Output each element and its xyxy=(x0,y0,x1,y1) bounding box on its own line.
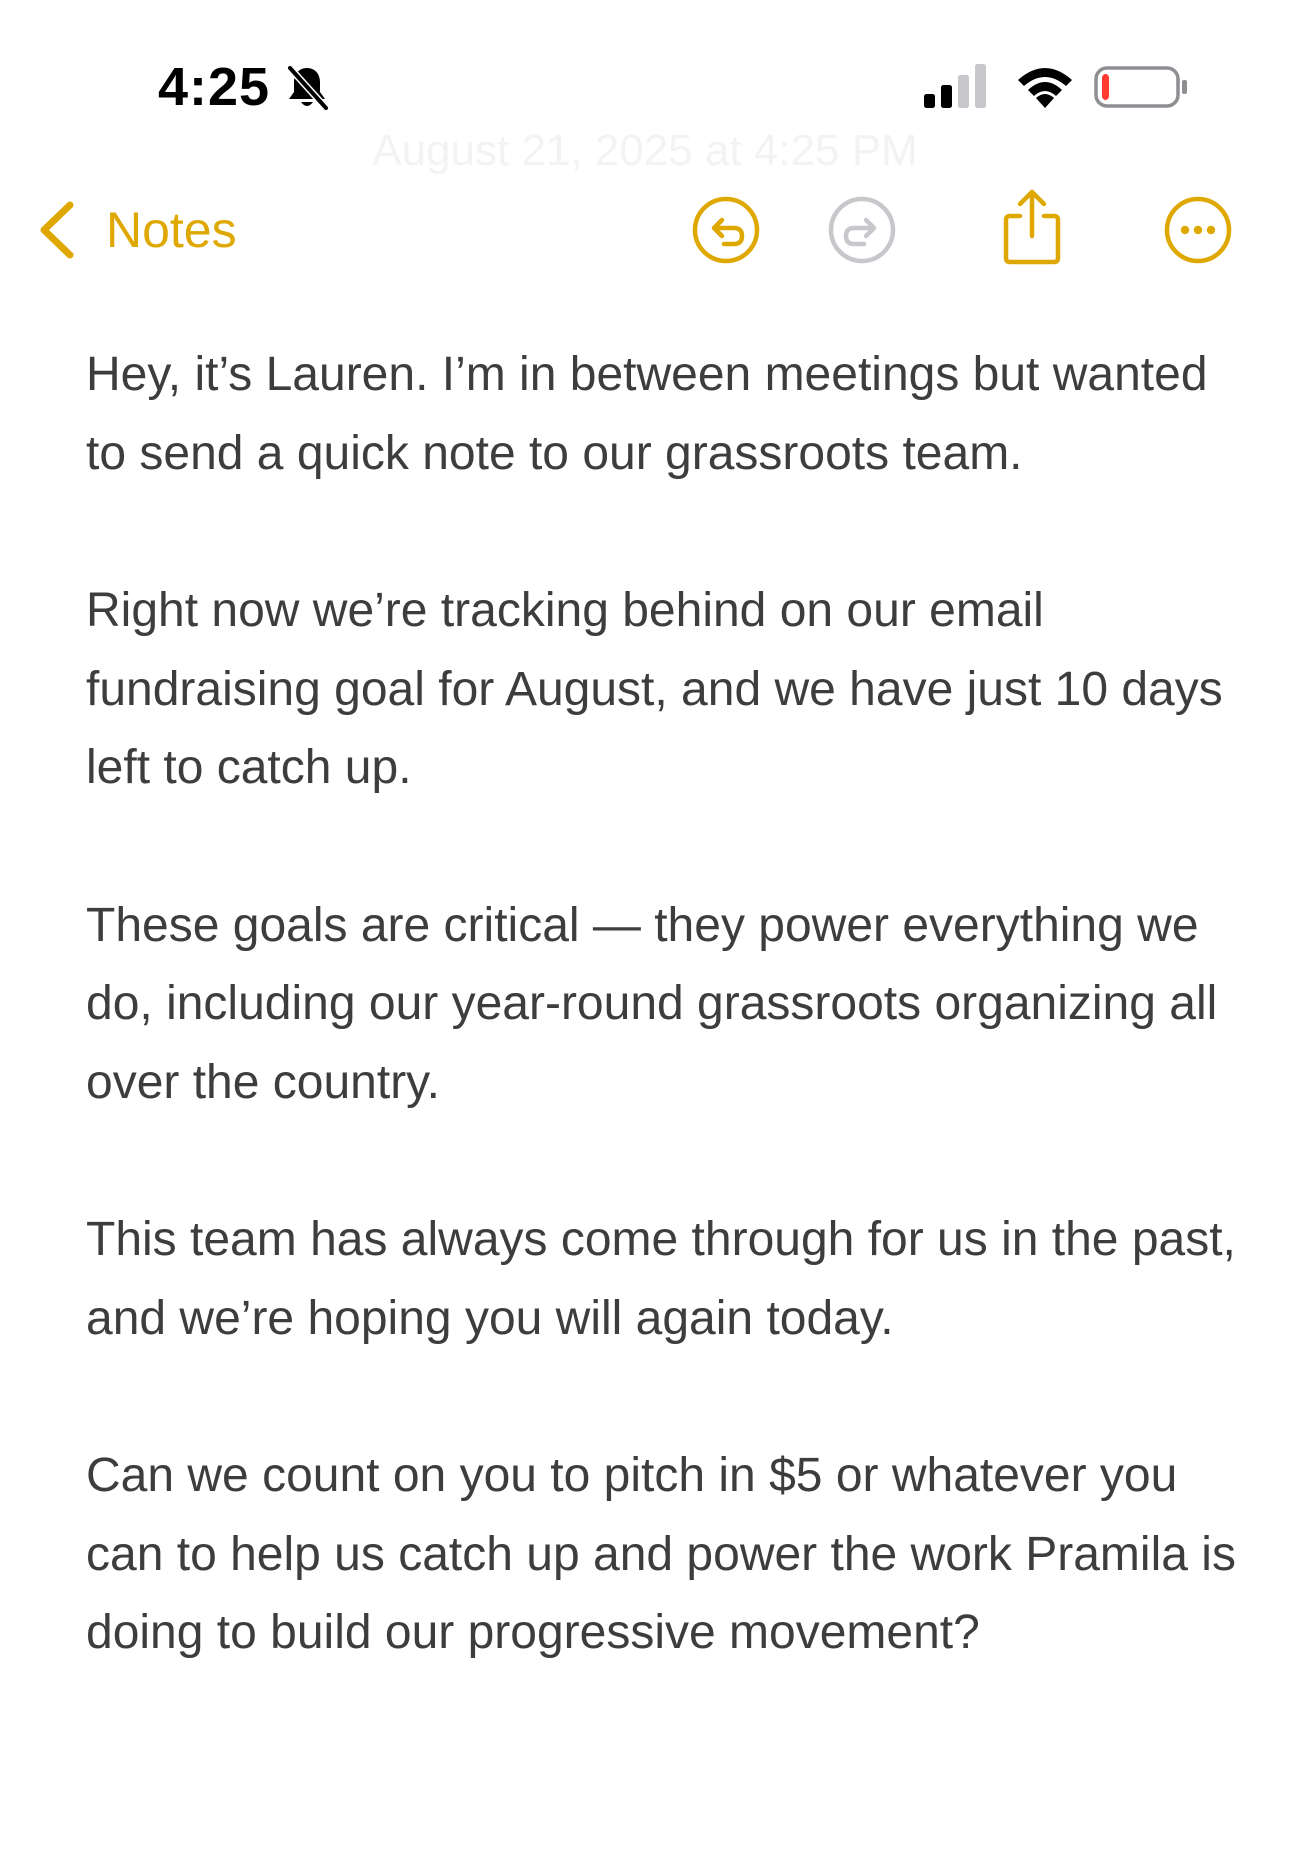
note-paragraph: These goals are critical — they power everything we do, including our year-round grassroots organizing all over the country. xyxy=(86,898,1218,1109)
chevron-left-icon xyxy=(36,199,76,261)
back-button[interactable] xyxy=(36,196,237,264)
more-icon[interactable] xyxy=(1162,194,1234,266)
status-time: 4:25 xyxy=(158,57,271,117)
note-paragraph: This team has always come through for us in the past, and we’re hoping you will again today. xyxy=(86,1213,1236,1345)
note-paragraph: Right now we’re tracking behind on our email fundraising goal for August, and we have just 10 days left to catch up. xyxy=(86,584,1223,794)
status-bar xyxy=(0,0,1290,175)
nav-bar xyxy=(0,180,1290,280)
back-button-label: Notes xyxy=(106,202,237,258)
redo-icon[interactable] xyxy=(826,194,898,266)
battery-low-icon xyxy=(1094,66,1188,108)
note-paragraph: Hey, it’s Lauren. I’m in between meetings but wanted to send a quick note to our grassroots team. xyxy=(86,348,1208,480)
cellular-signal-icon xyxy=(924,64,988,108)
wifi-icon xyxy=(1014,62,1076,110)
note-date: August 21, 2025 at 4:25 PM xyxy=(372,126,918,175)
share-icon[interactable] xyxy=(996,186,1068,266)
bell-slash-icon xyxy=(284,64,330,112)
note-body[interactable] xyxy=(86,336,1236,1752)
undo-icon[interactable] xyxy=(690,194,762,266)
note-paragraph: Can we count on you to pitch in $5 or whatever you can to help us catch up and power the work Pramila is doing to build our progressive movement? xyxy=(86,1449,1236,1659)
